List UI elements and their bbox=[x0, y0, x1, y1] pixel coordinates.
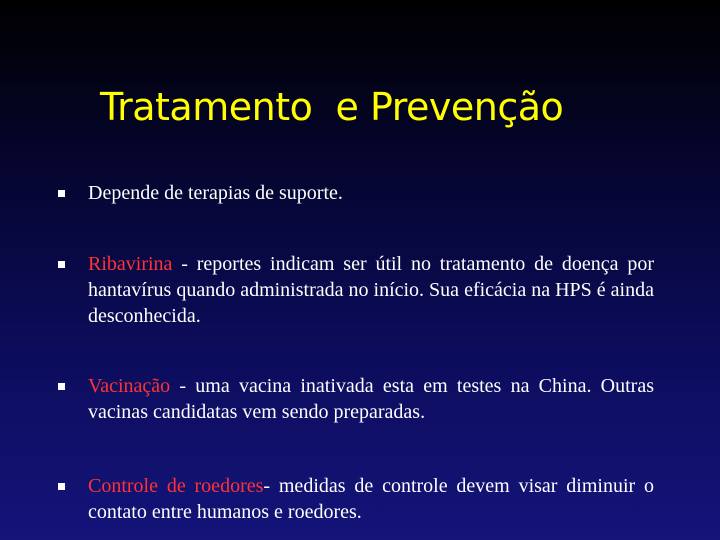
bullet-item-rodent-control bbox=[88, 473, 654, 525]
square-bullet-icon bbox=[58, 383, 65, 390]
bullet-keyword: Ribavirina bbox=[88, 253, 173, 275]
slide-title: Tratamento e Prevenção bbox=[100, 85, 564, 129]
bullet-item-vaccination bbox=[88, 373, 654, 425]
bullet-text: Depende de terapias de suporte. bbox=[88, 182, 343, 204]
bullet-text: - uma vacina inativada esta em testes na China. Outras vacinas candidatas vem sendo preparadas. bbox=[88, 375, 654, 423]
bullet-text: - medidas de controle devem visar diminuir o contato entre humanos e roedores. bbox=[88, 475, 654, 523]
square-bullet-icon bbox=[58, 190, 65, 197]
bullet-item-ribavirin bbox=[88, 251, 654, 329]
bullet-item-supportive-therapy bbox=[88, 180, 654, 206]
bullet-keyword: Vacinação bbox=[88, 375, 171, 397]
bullet-text: - reportes indicam ser útil no tratamento de doença por hantavírus quando administrada no início. Sua eficácia na HPS é ainda desconhecida. bbox=[88, 253, 654, 327]
square-bullet-icon bbox=[58, 261, 65, 268]
bullet-keyword: Controle de roedores bbox=[88, 475, 264, 497]
square-bullet-icon bbox=[58, 483, 65, 490]
